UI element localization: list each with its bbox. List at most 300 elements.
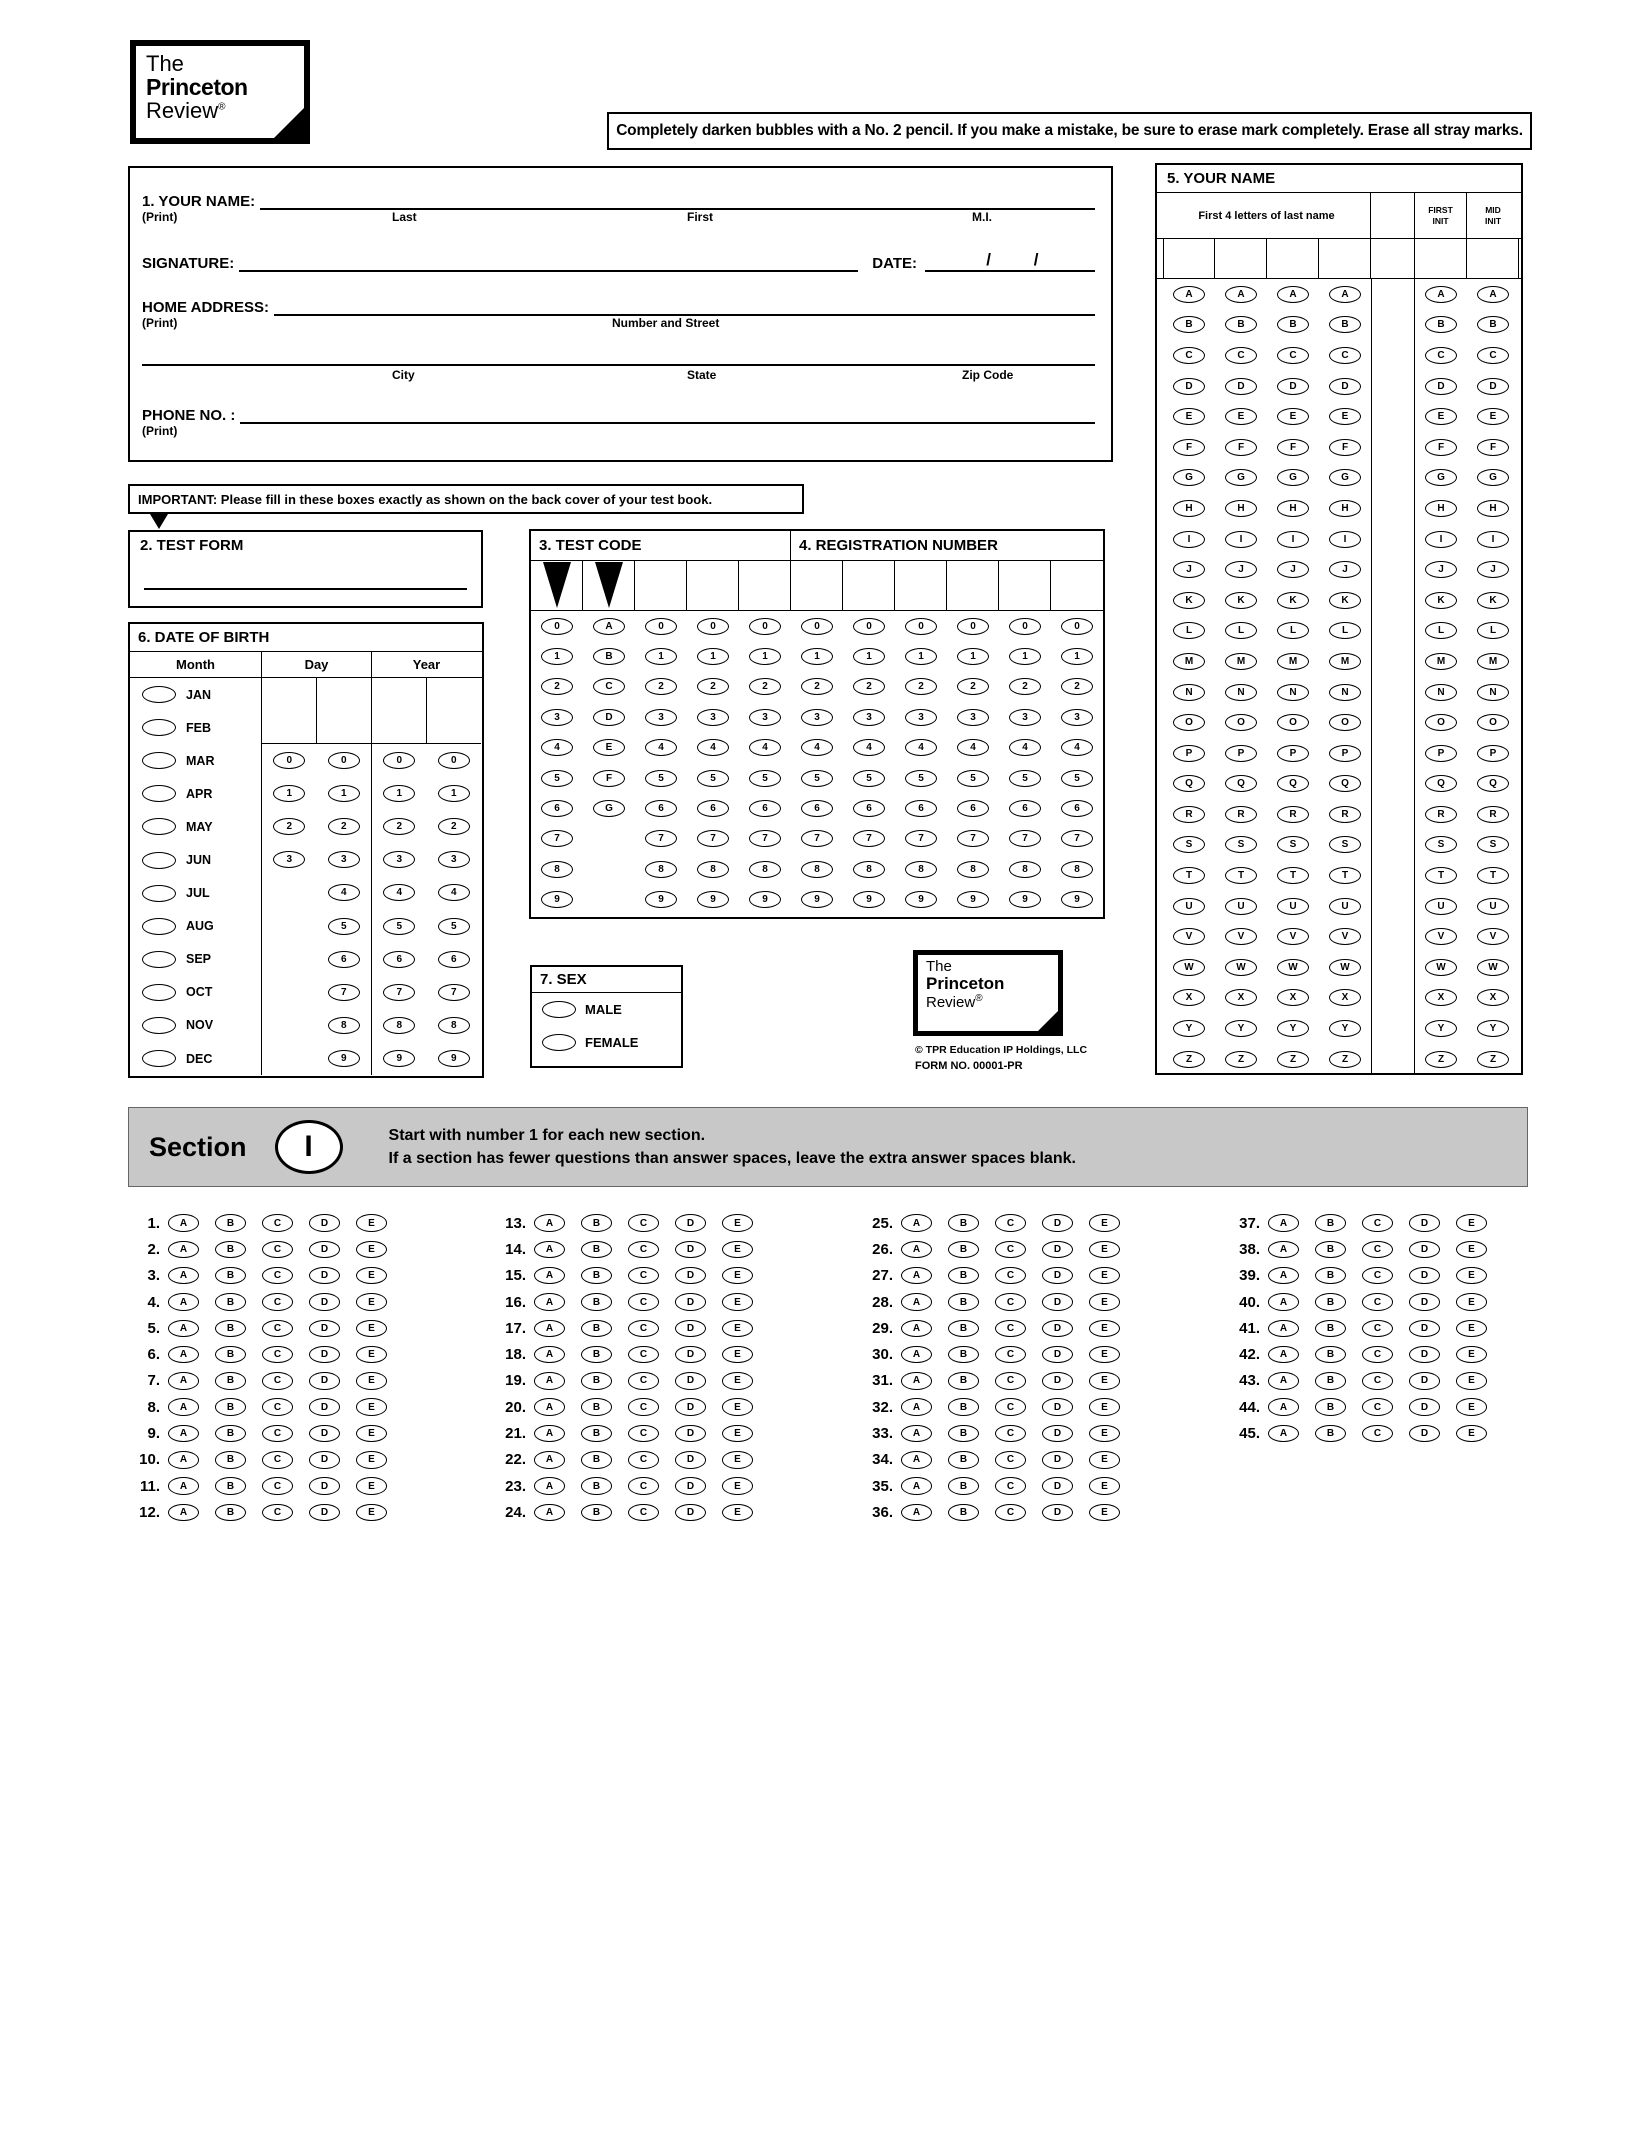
answer-bubble[interactable]: B: [948, 1293, 979, 1311]
answer-bubble[interactable]: D: [675, 1346, 706, 1364]
name-letter-bubble[interactable]: A: [1277, 286, 1309, 303]
answer-bubble[interactable]: D: [309, 1320, 340, 1338]
name-letter-bubble[interactable]: N: [1225, 684, 1257, 701]
name-letter-bubble[interactable]: R: [1173, 806, 1205, 823]
name-letter-bubble[interactable]: O: [1329, 714, 1361, 731]
name-letter-bubble[interactable]: B: [1173, 316, 1205, 333]
answer-bubble[interactable]: D: [675, 1241, 706, 1259]
answer-bubble[interactable]: A: [534, 1398, 565, 1416]
answer-bubble[interactable]: E: [356, 1451, 387, 1469]
name-letter-bubble[interactable]: Z: [1329, 1051, 1361, 1068]
name-letter-bubble[interactable]: K: [1277, 592, 1309, 609]
name-letter-bubble[interactable]: D: [1329, 378, 1361, 395]
code-bubble[interactable]: 4: [645, 739, 677, 756]
answer-bubble[interactable]: B: [581, 1477, 612, 1495]
month-bubble[interactable]: [142, 1050, 176, 1067]
code-bubble[interactable]: 9: [957, 891, 989, 908]
dob-digit-bubble[interactable]: 1: [273, 785, 305, 802]
answer-bubble[interactable]: B: [215, 1267, 246, 1285]
dob-digit-bubble[interactable]: 6: [383, 951, 415, 968]
dob-digit-bubble[interactable]: 1: [438, 785, 470, 802]
code-bubble[interactable]: 5: [853, 770, 885, 787]
name-letter-bubble[interactable]: S: [1425, 836, 1457, 853]
answer-bubble[interactable]: A: [901, 1398, 932, 1416]
code-bubble[interactable]: 6: [853, 800, 885, 817]
name-letter-bubble[interactable]: P: [1173, 745, 1205, 762]
name-letter-bubble[interactable]: H: [1225, 500, 1257, 517]
code-bubble[interactable]: 1: [957, 648, 989, 665]
dob-write-box[interactable]: [262, 678, 317, 743]
name-letter-bubble[interactable]: T: [1425, 867, 1457, 884]
code-bubble[interactable]: 1: [645, 648, 677, 665]
answer-bubble[interactable]: B: [215, 1504, 246, 1522]
dob-digit-bubble[interactable]: 2: [328, 818, 360, 835]
name-letter-bubble[interactable]: M: [1225, 653, 1257, 670]
answer-bubble[interactable]: C: [995, 1214, 1026, 1232]
name-letter-bubble[interactable]: M: [1425, 653, 1457, 670]
name-letter-bubble[interactable]: O: [1477, 714, 1509, 731]
code-bubble[interactable]: 5: [749, 770, 781, 787]
answer-bubble[interactable]: E: [1456, 1346, 1487, 1364]
answer-bubble[interactable]: E: [1456, 1425, 1487, 1443]
name-letter-bubble[interactable]: C: [1477, 347, 1509, 364]
code-bubble[interactable]: 9: [801, 891, 833, 908]
name-letter-bubble[interactable]: G: [1329, 469, 1361, 486]
code-bubble[interactable]: 6: [697, 800, 729, 817]
answer-bubble[interactable]: A: [1268, 1293, 1299, 1311]
answer-bubble[interactable]: D: [675, 1372, 706, 1390]
month-bubble[interactable]: [142, 984, 176, 1001]
name-letter-bubble[interactable]: G: [1477, 469, 1509, 486]
name-letter-bubble[interactable]: S: [1173, 836, 1205, 853]
answer-bubble[interactable]: C: [262, 1293, 293, 1311]
answer-bubble[interactable]: E: [1089, 1372, 1120, 1390]
answer-bubble[interactable]: C: [1362, 1398, 1393, 1416]
answer-bubble[interactable]: E: [356, 1346, 387, 1364]
code-bubble[interactable]: 5: [1061, 770, 1093, 787]
name-letter-bubble[interactable]: B: [1277, 316, 1309, 333]
code-bubble[interactable]: 1: [749, 648, 781, 665]
answer-bubble[interactable]: B: [948, 1241, 979, 1259]
code-bubble[interactable]: 5: [957, 770, 989, 787]
answer-bubble[interactable]: C: [1362, 1293, 1393, 1311]
sex-bubble[interactable]: [542, 1001, 576, 1018]
answer-bubble[interactable]: C: [262, 1320, 293, 1338]
answer-bubble[interactable]: D: [1042, 1267, 1073, 1285]
code-bubble[interactable]: 9: [1061, 891, 1093, 908]
code-bubble[interactable]: 7: [1009, 830, 1041, 847]
name-letter-bubble[interactable]: Q: [1277, 775, 1309, 792]
answer-bubble[interactable]: D: [309, 1451, 340, 1469]
answer-bubble[interactable]: D: [675, 1214, 706, 1232]
answer-bubble[interactable]: D: [675, 1320, 706, 1338]
name-letter-bubble[interactable]: V: [1225, 928, 1257, 945]
dob-digit-bubble[interactable]: 7: [328, 984, 360, 1001]
name-letter-bubble[interactable]: K: [1425, 592, 1457, 609]
dob-digit-bubble[interactable]: 0: [438, 752, 470, 769]
name-letter-bubble[interactable]: F: [1477, 439, 1509, 456]
answer-bubble[interactable]: D: [675, 1477, 706, 1495]
answer-bubble[interactable]: C: [628, 1504, 659, 1522]
answer-bubble[interactable]: E: [722, 1320, 753, 1338]
name-letter-bubble[interactable]: X: [1329, 989, 1361, 1006]
answer-bubble[interactable]: B: [1315, 1214, 1346, 1232]
answer-bubble[interactable]: B: [581, 1346, 612, 1364]
code-bubble[interactable]: 7: [853, 830, 885, 847]
name-letter-bubble[interactable]: O: [1225, 714, 1257, 731]
code-bubble[interactable]: 4: [853, 739, 885, 756]
name-letter-bubble[interactable]: U: [1277, 898, 1309, 915]
code-write-box[interactable]: [739, 561, 791, 611]
name-letter-bubble[interactable]: R: [1225, 806, 1257, 823]
name-letter-bubble[interactable]: M: [1277, 653, 1309, 670]
name-letter-bubble[interactable]: P: [1329, 745, 1361, 762]
code-bubble[interactable]: D: [593, 709, 625, 726]
code-bubble[interactable]: 6: [957, 800, 989, 817]
code-bubble[interactable]: 7: [1061, 830, 1093, 847]
code-bubble[interactable]: 2: [1009, 678, 1041, 695]
answer-bubble[interactable]: A: [1268, 1346, 1299, 1364]
name-letter-bubble[interactable]: J: [1277, 561, 1309, 578]
month-bubble[interactable]: [142, 1017, 176, 1034]
name-letter-bubble[interactable]: U: [1173, 898, 1205, 915]
code-bubble[interactable]: E: [593, 739, 625, 756]
answer-bubble[interactable]: E: [722, 1293, 753, 1311]
code-bubble[interactable]: 5: [905, 770, 937, 787]
answer-bubble[interactable]: D: [675, 1425, 706, 1443]
answer-bubble[interactable]: E: [722, 1241, 753, 1259]
month-bubble[interactable]: [142, 885, 176, 902]
code-bubble[interactable]: 8: [853, 861, 885, 878]
answer-bubble[interactable]: D: [1409, 1346, 1440, 1364]
code-bubble[interactable]: 2: [905, 678, 937, 695]
code-bubble[interactable]: 8: [749, 861, 781, 878]
name-letter-bubble[interactable]: V: [1425, 928, 1457, 945]
answer-bubble[interactable]: A: [901, 1267, 932, 1285]
name-letter-bubble[interactable]: P: [1277, 745, 1309, 762]
name-letter-bubble[interactable]: Y: [1225, 1020, 1257, 1037]
answer-bubble[interactable]: E: [356, 1267, 387, 1285]
name-letter-bubble[interactable]: H: [1425, 500, 1457, 517]
code-bubble[interactable]: 2: [1061, 678, 1093, 695]
answer-bubble[interactable]: E: [356, 1214, 387, 1232]
code-bubble[interactable]: 8: [801, 861, 833, 878]
answer-bubble[interactable]: C: [995, 1267, 1026, 1285]
dob-digit-bubble[interactable]: 9: [328, 1050, 360, 1067]
name-letter-bubble[interactable]: P: [1225, 745, 1257, 762]
answer-bubble[interactable]: B: [1315, 1320, 1346, 1338]
answer-bubble[interactable]: B: [215, 1346, 246, 1364]
name-letter-bubble[interactable]: J: [1425, 561, 1457, 578]
answer-bubble[interactable]: A: [168, 1293, 199, 1311]
code-bubble[interactable]: 3: [853, 709, 885, 726]
name-letter-bubble[interactable]: Q: [1477, 775, 1509, 792]
code-bubble[interactable]: 1: [853, 648, 885, 665]
mid-init-write-box[interactable]: [1467, 239, 1519, 278]
answer-bubble[interactable]: A: [1268, 1372, 1299, 1390]
name-letter-bubble[interactable]: M: [1477, 653, 1509, 670]
answer-bubble[interactable]: A: [168, 1214, 199, 1232]
answer-bubble[interactable]: D: [1042, 1293, 1073, 1311]
answer-bubble[interactable]: C: [995, 1346, 1026, 1364]
answer-bubble[interactable]: E: [1089, 1425, 1120, 1443]
code-bubble[interactable]: 5: [541, 770, 573, 787]
answer-bubble[interactable]: B: [581, 1214, 612, 1232]
code-bubble[interactable]: 5: [1009, 770, 1041, 787]
name-letter-bubble[interactable]: V: [1329, 928, 1361, 945]
code-bubble[interactable]: 6: [541, 800, 573, 817]
answer-bubble[interactable]: B: [1315, 1398, 1346, 1416]
answer-bubble[interactable]: B: [581, 1241, 612, 1259]
name-letter-bubble[interactable]: S: [1477, 836, 1509, 853]
answer-bubble[interactable]: D: [1042, 1477, 1073, 1495]
name-letter-bubble[interactable]: F: [1173, 439, 1205, 456]
name-letter-bubble[interactable]: A: [1425, 286, 1457, 303]
name-letter-bubble[interactable]: K: [1225, 592, 1257, 609]
answer-bubble[interactable]: D: [1042, 1214, 1073, 1232]
code-write-box[interactable]: [531, 561, 583, 611]
name-letter-bubble[interactable]: L: [1329, 622, 1361, 639]
code-bubble[interactable]: C: [593, 678, 625, 695]
answer-bubble[interactable]: C: [1362, 1241, 1393, 1259]
answer-bubble[interactable]: A: [1268, 1320, 1299, 1338]
name-letter-bubble[interactable]: D: [1425, 378, 1457, 395]
answer-bubble[interactable]: D: [309, 1346, 340, 1364]
dob-digit-bubble[interactable]: 3: [273, 851, 305, 868]
month-bubble[interactable]: [142, 686, 176, 703]
name-letter-bubble[interactable]: A: [1477, 286, 1509, 303]
name-letter-bubble[interactable]: P: [1425, 745, 1457, 762]
answer-bubble[interactable]: C: [628, 1267, 659, 1285]
month-bubble[interactable]: [142, 852, 176, 869]
code-bubble[interactable]: 3: [697, 709, 729, 726]
answer-bubble[interactable]: A: [534, 1477, 565, 1495]
name-letter-bubble[interactable]: Y: [1329, 1020, 1361, 1037]
name-letter-bubble[interactable]: Z: [1477, 1051, 1509, 1068]
your-name-write-line[interactable]: [260, 188, 1095, 210]
answer-bubble[interactable]: B: [215, 1477, 246, 1495]
answer-bubble[interactable]: C: [1362, 1320, 1393, 1338]
dob-digit-bubble[interactable]: 6: [328, 951, 360, 968]
dob-digit-bubble[interactable]: 4: [328, 884, 360, 901]
name-letter-bubble[interactable]: B: [1425, 316, 1457, 333]
answer-bubble[interactable]: D: [1042, 1320, 1073, 1338]
address-write-line-2[interactable]: [142, 338, 1095, 366]
name-letter-bubble[interactable]: T: [1477, 867, 1509, 884]
dob-digit-bubble[interactable]: 4: [383, 884, 415, 901]
answer-bubble[interactable]: D: [309, 1398, 340, 1416]
name-letter-bubble[interactable]: Y: [1173, 1020, 1205, 1037]
answer-bubble[interactable]: D: [1042, 1451, 1073, 1469]
answer-bubble[interactable]: C: [1362, 1214, 1393, 1232]
answer-bubble[interactable]: C: [628, 1214, 659, 1232]
name-letter-bubble[interactable]: T: [1173, 867, 1205, 884]
code-bubble[interactable]: 4: [801, 739, 833, 756]
answer-bubble[interactable]: D: [1409, 1267, 1440, 1285]
name-letter-bubble[interactable]: W: [1225, 959, 1257, 976]
code-bubble[interactable]: 6: [645, 800, 677, 817]
answer-bubble[interactable]: A: [168, 1346, 199, 1364]
code-bubble[interactable]: 0: [645, 618, 677, 635]
code-bubble[interactable]: 2: [541, 678, 573, 695]
month-bubble[interactable]: [142, 951, 176, 968]
answer-bubble[interactable]: C: [995, 1293, 1026, 1311]
answer-bubble[interactable]: E: [1089, 1241, 1120, 1259]
answer-bubble[interactable]: A: [534, 1241, 565, 1259]
answer-bubble[interactable]: B: [948, 1372, 979, 1390]
name-letter-bubble[interactable]: J: [1329, 561, 1361, 578]
dob-digit-bubble[interactable]: 7: [438, 984, 470, 1001]
answer-bubble[interactable]: A: [901, 1293, 932, 1311]
name-letter-bubble[interactable]: L: [1225, 622, 1257, 639]
name-letter-bubble[interactable]: N: [1277, 684, 1309, 701]
answer-bubble[interactable]: A: [168, 1372, 199, 1390]
code-bubble[interactable]: 1: [801, 648, 833, 665]
last-name-write-box[interactable]: [1215, 239, 1267, 278]
name-letter-bubble[interactable]: E: [1225, 408, 1257, 425]
dob-write-box[interactable]: [427, 678, 481, 743]
dob-digit-bubble[interactable]: 4: [438, 884, 470, 901]
code-bubble[interactable]: 6: [1061, 800, 1093, 817]
answer-bubble[interactable]: A: [1268, 1425, 1299, 1443]
code-write-box[interactable]: [791, 561, 843, 611]
code-bubble[interactable]: 2: [749, 678, 781, 695]
name-letter-bubble[interactable]: W: [1329, 959, 1361, 976]
answer-bubble[interactable]: C: [995, 1398, 1026, 1416]
code-bubble[interactable]: 5: [645, 770, 677, 787]
name-letter-bubble[interactable]: L: [1277, 622, 1309, 639]
answer-bubble[interactable]: B: [948, 1504, 979, 1522]
name-letter-bubble[interactable]: N: [1329, 684, 1361, 701]
code-bubble[interactable]: 2: [645, 678, 677, 695]
answer-bubble[interactable]: A: [534, 1451, 565, 1469]
answer-bubble[interactable]: B: [215, 1425, 246, 1443]
name-letter-bubble[interactable]: W: [1425, 959, 1457, 976]
answer-bubble[interactable]: D: [1409, 1425, 1440, 1443]
name-letter-bubble[interactable]: G: [1225, 469, 1257, 486]
answer-bubble[interactable]: A: [168, 1267, 199, 1285]
answer-bubble[interactable]: A: [168, 1241, 199, 1259]
code-bubble[interactable]: 8: [645, 861, 677, 878]
name-letter-bubble[interactable]: H: [1173, 500, 1205, 517]
answer-bubble[interactable]: E: [356, 1320, 387, 1338]
answer-bubble[interactable]: B: [581, 1451, 612, 1469]
answer-bubble[interactable]: A: [901, 1477, 932, 1495]
answer-bubble[interactable]: A: [1268, 1241, 1299, 1259]
dob-digit-bubble[interactable]: 5: [438, 918, 470, 935]
answer-bubble[interactable]: C: [628, 1451, 659, 1469]
answer-bubble[interactable]: E: [1089, 1293, 1120, 1311]
answer-bubble[interactable]: B: [1315, 1425, 1346, 1443]
code-bubble[interactable]: 7: [957, 830, 989, 847]
code-bubble[interactable]: 8: [1061, 861, 1093, 878]
code-bubble[interactable]: 7: [905, 830, 937, 847]
answer-bubble[interactable]: A: [901, 1425, 932, 1443]
name-letter-bubble[interactable]: F: [1329, 439, 1361, 456]
code-bubble[interactable]: 4: [1009, 739, 1041, 756]
code-bubble[interactable]: 9: [1009, 891, 1041, 908]
dob-digit-bubble[interactable]: 5: [328, 918, 360, 935]
dob-digit-bubble[interactable]: 6: [438, 951, 470, 968]
answer-bubble[interactable]: C: [628, 1293, 659, 1311]
name-letter-bubble[interactable]: Y: [1277, 1020, 1309, 1037]
answer-bubble[interactable]: E: [356, 1504, 387, 1522]
name-letter-bubble[interactable]: W: [1173, 959, 1205, 976]
code-bubble[interactable]: A: [593, 618, 625, 635]
code-bubble[interactable]: 2: [801, 678, 833, 695]
month-bubble[interactable]: [142, 818, 176, 835]
answer-bubble[interactable]: C: [628, 1320, 659, 1338]
code-bubble[interactable]: 3: [1009, 709, 1041, 726]
name-letter-bubble[interactable]: B: [1329, 316, 1361, 333]
code-bubble[interactable]: 3: [541, 709, 573, 726]
answer-bubble[interactable]: B: [948, 1477, 979, 1495]
answer-bubble[interactable]: E: [1089, 1451, 1120, 1469]
signature-write-line[interactable]: [239, 250, 858, 272]
answer-bubble[interactable]: D: [1409, 1372, 1440, 1390]
code-bubble[interactable]: 9: [697, 891, 729, 908]
answer-bubble[interactable]: E: [1089, 1346, 1120, 1364]
answer-bubble[interactable]: E: [1456, 1267, 1487, 1285]
answer-bubble[interactable]: D: [675, 1451, 706, 1469]
name-letter-bubble[interactable]: M: [1329, 653, 1361, 670]
dob-digit-bubble[interactable]: 3: [438, 851, 470, 868]
answer-bubble[interactable]: E: [1456, 1398, 1487, 1416]
dob-digit-bubble[interactable]: 2: [383, 818, 415, 835]
name-letter-bubble[interactable]: R: [1329, 806, 1361, 823]
answer-bubble[interactable]: A: [901, 1372, 932, 1390]
month-bubble[interactable]: [142, 918, 176, 935]
code-bubble[interactable]: 9: [905, 891, 937, 908]
sex-bubble[interactable]: [542, 1034, 576, 1051]
name-letter-bubble[interactable]: E: [1329, 408, 1361, 425]
name-letter-bubble[interactable]: W: [1277, 959, 1309, 976]
name-letter-bubble[interactable]: C: [1425, 347, 1457, 364]
answer-bubble[interactable]: A: [901, 1214, 932, 1232]
name-letter-bubble[interactable]: X: [1477, 989, 1509, 1006]
answer-bubble[interactable]: E: [1089, 1398, 1120, 1416]
name-letter-bubble[interactable]: O: [1173, 714, 1205, 731]
answer-bubble[interactable]: E: [722, 1504, 753, 1522]
answer-bubble[interactable]: A: [534, 1320, 565, 1338]
name-letter-bubble[interactable]: X: [1173, 989, 1205, 1006]
code-bubble[interactable]: 8: [905, 861, 937, 878]
code-bubble[interactable]: 7: [801, 830, 833, 847]
answer-bubble[interactable]: D: [309, 1425, 340, 1443]
code-bubble[interactable]: 1: [1061, 648, 1093, 665]
code-bubble[interactable]: 0: [1061, 618, 1093, 635]
code-bubble[interactable]: 9: [749, 891, 781, 908]
code-bubble[interactable]: 1: [541, 648, 573, 665]
answer-bubble[interactable]: C: [1362, 1346, 1393, 1364]
name-letter-bubble[interactable]: R: [1425, 806, 1457, 823]
answer-bubble[interactable]: B: [215, 1214, 246, 1232]
answer-bubble[interactable]: C: [995, 1320, 1026, 1338]
answer-bubble[interactable]: A: [901, 1346, 932, 1364]
answer-bubble[interactable]: C: [1362, 1372, 1393, 1390]
answer-bubble[interactable]: E: [1089, 1477, 1120, 1495]
dob-digit-bubble[interactable]: 8: [438, 1017, 470, 1034]
answer-bubble[interactable]: D: [1409, 1398, 1440, 1416]
code-write-box[interactable]: [635, 561, 687, 611]
name-letter-bubble[interactable]: U: [1329, 898, 1361, 915]
code-bubble[interactable]: 3: [1061, 709, 1093, 726]
name-letter-bubble[interactable]: V: [1173, 928, 1205, 945]
code-bubble[interactable]: F: [593, 770, 625, 787]
answer-bubble[interactable]: E: [1456, 1320, 1487, 1338]
name-letter-bubble[interactable]: I: [1173, 531, 1205, 548]
name-letter-bubble[interactable]: C: [1225, 347, 1257, 364]
